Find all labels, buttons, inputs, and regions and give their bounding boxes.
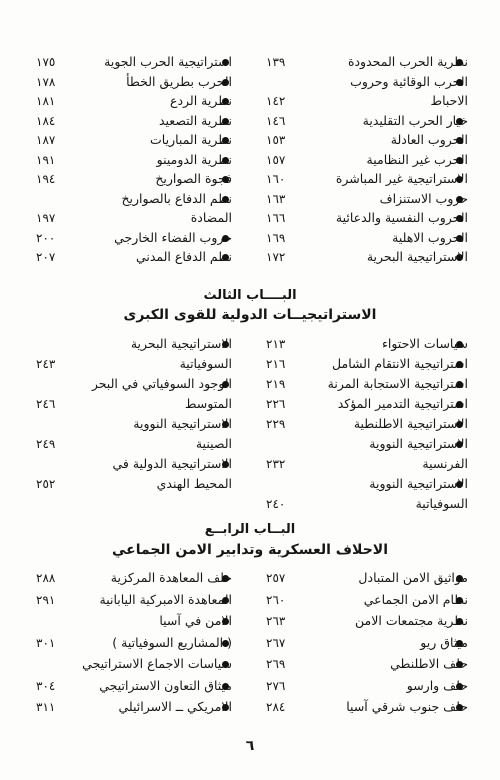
toc-entry-page: ١٨١ [36, 94, 56, 108]
toc-entry-title: حلف الاطلنطي [390, 656, 468, 671]
toc-entry-title: نظم الدفاع بالصواريخ [121, 190, 232, 206]
toc-entry-title: نظرية التصعيد [158, 112, 232, 128]
toc-entry-left [0, 111, 500, 131]
toc-entry-page: ١٤٦ [266, 113, 286, 128]
toc-entry-page: ٢٦٠ [266, 592, 286, 607]
toc-entry-page: ٣٠١ [36, 635, 56, 650]
toc-entry-page: ٢٢٦ [266, 397, 286, 411]
toc-entry-page: ١٧٢ [266, 250, 286, 264]
toc-entry-title: الوجود السوفياتي في البحر [91, 376, 232, 391]
chapter-4-label: البــاب الرابــع [204, 522, 296, 537]
toc-entry-title: حلف وارسو [406, 677, 468, 693]
toc-entry-title: نظرية الحرب المحدودة [347, 54, 468, 69]
toc-entry-page: ١٥٣ [266, 133, 286, 147]
toc-entry-left [0, 189, 500, 209]
toc-entry-title: السوفياتية [179, 356, 232, 371]
toc-entry-page: ٢٥٧ [266, 571, 286, 585]
chapter-4-title: الاحلاف العسكرية وتدابير الامن الجماعي [111, 542, 389, 558]
toc-entry-title: الاحباط [430, 93, 468, 108]
toc-entry-title: الحرب بطريق الخطأ [126, 73, 232, 89]
toc-entry-left [0, 208, 500, 228]
toc-entry-left [0, 434, 500, 454]
toc-entry-title: الاستراتيجية النووية [369, 476, 468, 491]
toc-entry-page: ٢٨٨ [36, 571, 56, 585]
toc-entry-page: ٢٤٦ [36, 397, 56, 411]
toc-entry-right [0, 494, 500, 514]
chapter-3-title: الاستراتيجيــات الدولية للقوى الكبرى [123, 307, 377, 323]
toc-entry-title: مواثيق الامن المتبادل [358, 570, 468, 585]
toc-entry-page: ١٦٩ [266, 230, 286, 245]
toc-entry-title: ميثاق التعاون الاستراتيجي [99, 677, 232, 693]
toc-entry-left [0, 611, 500, 631]
toc-entry-title: السوفياتية [415, 496, 468, 511]
toc-entry-page: ٢٤٠ [266, 497, 286, 511]
toc-entry-title: الامريكي ــ الاسرائيلي [118, 699, 232, 714]
toc-entry-title: سياسات الاجماع الاستراتيجي [82, 656, 232, 671]
toc-entry-left [0, 590, 500, 610]
toc-entry-title: حروب الفضاء الخارجي [114, 229, 232, 245]
toc-entry-title: الحروب النفسية والدعائية [335, 210, 468, 225]
toc-entry-page: ٢١٩ [266, 377, 286, 391]
chapter-3-label: البــــاب الثالث [203, 288, 297, 303]
toc-entry-page: ٣١١ [36, 700, 56, 714]
toc-entry-title: الفرنسية [422, 456, 468, 471]
toc-entry-left [0, 169, 500, 189]
toc-entry-title: حروب الاستنزاف [379, 190, 468, 206]
toc-entry-left [0, 633, 500, 653]
toc-entry-title: استراتيجية الاستجابة المرنة [327, 376, 468, 391]
toc-entry-page: ٢٩١ [36, 592, 56, 607]
toc-entry-title: الاستراتيجية البحرية [130, 336, 232, 351]
toc-entry-left [0, 568, 500, 588]
toc-entry-left [0, 454, 500, 474]
toc-entry-page: ٢٧٦ [266, 678, 286, 693]
toc-entry-page: ٢١٦ [266, 357, 286, 371]
toc-entry-title: الحرب الوقائية وحروب [350, 73, 468, 89]
toc-entry-left [0, 354, 500, 374]
toc-entry-page: ١٦٣ [266, 191, 286, 206]
toc-entry-title: الاستراتيجية الدولية في [112, 456, 232, 471]
toc-entry-title: حلف جنوب شرقي آسيا [346, 699, 468, 714]
toc-entry-title: الصينية [195, 436, 232, 451]
toc-entry-left [0, 374, 500, 394]
toc-entry-title: الاستراتيجية النووية [133, 416, 232, 431]
toc-entry-page: ١٧٥ [36, 55, 56, 69]
toc-entry-title: حلف المعاهدة المركزية [110, 570, 232, 585]
toc-entry-page: ١٩٧ [36, 211, 56, 225]
toc-entry-title: خيار الحرب التقليدية [362, 112, 468, 128]
toc-entry-page: ١٥٧ [266, 152, 286, 167]
toc-entry-title: الحرب غير النظامية [366, 151, 468, 167]
toc-entry-title: نظرية الردع [170, 93, 232, 108]
toc-entry-page: ١٩٤ [36, 172, 56, 186]
toc-entry-title: الاستراتيجية الاطلنطية [353, 416, 468, 431]
toc-entry-page: ١٩١ [36, 152, 56, 167]
toc-entry-title: الحروب الاهلية [392, 229, 468, 245]
toc-entry-left [0, 697, 500, 717]
toc-entry-title: استراتيجية الحرب الجوية [104, 54, 232, 69]
toc-entry-page: ٢٠٧ [36, 250, 56, 264]
toc-entry-page: ٢٦٩ [266, 657, 286, 671]
toc-entry-page: ١٤٢ [266, 94, 286, 108]
toc-entry-page: ١٨٤ [36, 113, 56, 128]
toc-entry-title: ( المشاريع السوفياتية ) [112, 634, 232, 650]
page-number: ٦ [245, 738, 255, 754]
toc-entry-left [0, 130, 500, 150]
toc-entry-left [0, 52, 500, 72]
toc-entry-title: الاستراتيجية البحرية [366, 249, 468, 264]
toc-entry-left [0, 247, 500, 267]
toc-entry-left [0, 654, 500, 674]
toc-entry-left [0, 676, 500, 696]
toc-entry-title: نظرية مجتمعات الامن [355, 613, 468, 628]
toc-entry-page: ٢٥٢ [36, 477, 56, 491]
toc-entry-page: ١٣٩ [266, 55, 286, 69]
toc-entry-title: الاستراتيجية غير المباشرة [335, 171, 468, 186]
toc-entry-title: نظرية المباريات [150, 132, 232, 147]
toc-entry-title: استراتيجية التدمير المؤكد [337, 396, 468, 411]
toc-entry-title: الامن في آسيا [159, 613, 232, 628]
toc-entry-title: نظام الامن الجماعي [363, 591, 468, 607]
toc-entry-page: ٣٠٤ [36, 678, 56, 693]
toc-entry-title: نظرية الدومينو [156, 151, 232, 167]
toc-entry-title: المعاهدة الامبركية اليابانية [99, 591, 232, 607]
toc-entry-page: ٢٤٣ [36, 357, 56, 371]
toc-entry-left [0, 414, 500, 434]
toc-entry-left [0, 474, 500, 494]
toc-entry-title: فجوة الصواريخ [155, 171, 232, 186]
toc-entry-page: ٢٣٢ [266, 457, 286, 471]
toc-entry-page: ٢٠٠ [36, 230, 56, 245]
toc-entry-left [0, 228, 500, 248]
toc-entry-page: ٢٦٣ [266, 614, 286, 628]
toc-entry-left [0, 72, 500, 92]
toc-entry-title: المضادة [190, 210, 232, 225]
toc-entry-page: ٢٢٩ [266, 417, 286, 431]
toc-entry-page: ٢٨٤ [266, 700, 286, 714]
toc-entry-page: ١٧٨ [36, 74, 56, 89]
toc-entry-title: نظم الدفاع المدني [135, 249, 232, 264]
toc-entry-left [0, 150, 500, 170]
toc-entry-title: ميثاق ريو [420, 634, 468, 650]
toc-entry-left [0, 394, 500, 414]
toc-entry-title: الاستراتيجية النووية [369, 436, 468, 451]
toc-entry-page: ٢١٣ [266, 337, 286, 351]
toc-entry-page: ٢٦٧ [266, 635, 286, 650]
toc-entry-page: ١٨٧ [36, 133, 56, 147]
toc-entry-left [0, 91, 500, 111]
toc-entry-title: سياسات الاحتواء [382, 336, 468, 351]
toc-entry-title: المحيط الهندي [156, 476, 232, 491]
toc-entry-page: ٢٤٩ [36, 437, 56, 451]
toc-entry-page: ١٦٦ [266, 211, 286, 225]
toc-entry-title: استراتيجية الانتقام الشامل [332, 356, 468, 371]
toc-entry-left [0, 334, 500, 354]
toc-entry-page: ١٦٠ [266, 172, 286, 186]
toc-entry-title: المتوسط [184, 396, 232, 411]
toc-entry-title: الحروب العادلة [390, 132, 468, 147]
